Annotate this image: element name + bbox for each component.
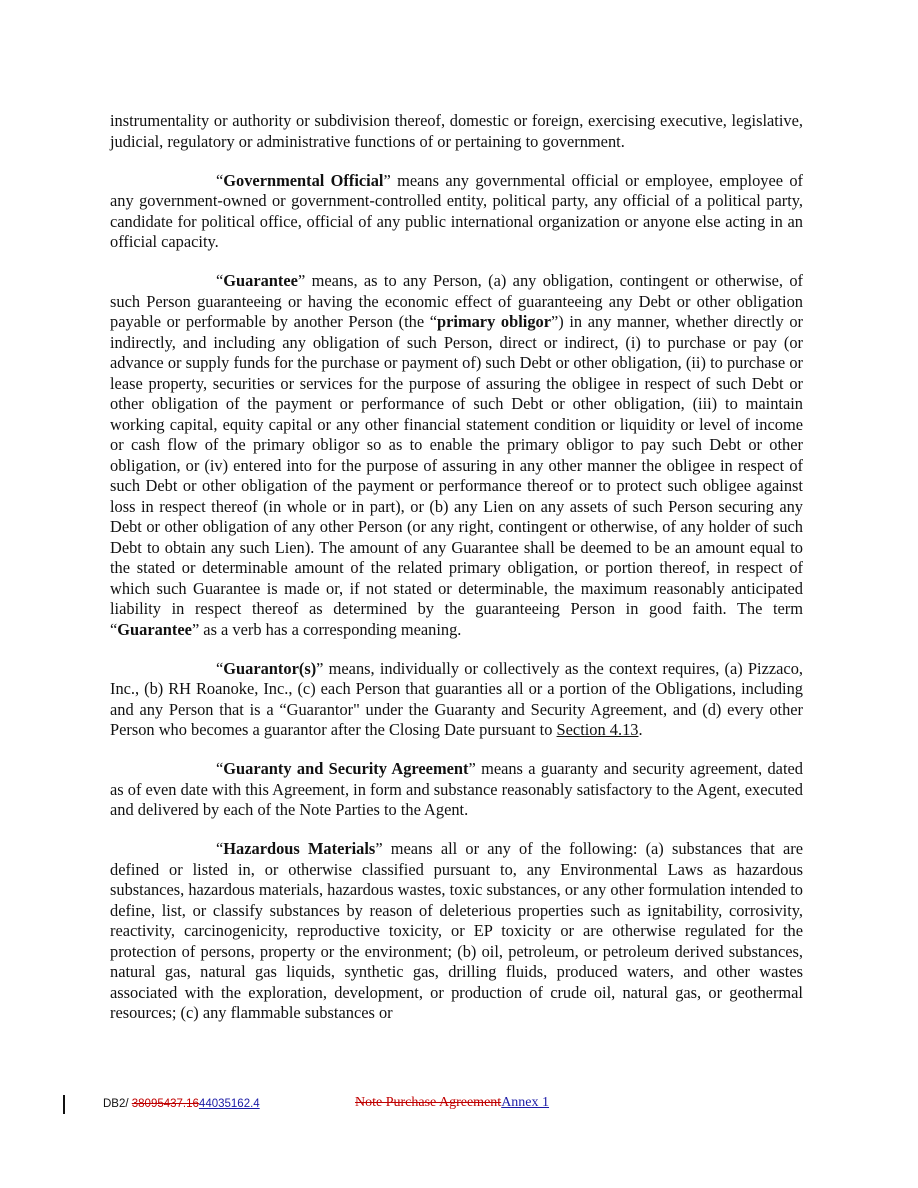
document-id: [103, 1098, 260, 1110]
open-quote: “: [216, 839, 224, 858]
defined-term: Hazardous Materials: [223, 839, 376, 858]
definition-guaranty-security-agreement: [110, 759, 803, 821]
open-quote: “: [216, 658, 224, 678]
defined-term-guarantee-verb: Guarantee: [117, 619, 192, 639]
open-quote: “: [216, 170, 224, 190]
defined-term: Governmental Official: [223, 170, 384, 190]
page-footer: [0, 1090, 918, 1120]
defined-term: Guaranty and Security Agreement: [223, 759, 469, 778]
footer-title: [355, 1095, 549, 1111]
paragraph-text: instrumentality or authority or subdivision thereof, domestic or foreign, exercising executive, legislative, judicial, regulatory or administrative functions of or pertaining to government.: [110, 111, 803, 151]
definition-text: ” means a guaranty and security agreement, dated as of even date with this Agreement, in form and substance reasonably satisfactory to the Agent, executed and delivered by each of the Note Parties to the Agent.: [110, 759, 803, 819]
definition-text: ” means, individually or collectively as the context requires, (a) Pizzaco, Inc., (b) RH Roanoke, Inc., (c) each Person that guaranties all or a portion of the Obligations, including and any Person that is a “Guarantor" under the Guaranty and Security Agreement, and (d) every other Person who becomes a guarantor after the Closing Date pursuant to: [110, 658, 803, 739]
definition-text: ” means all or any of the following: (a) substances that are defined or listed in, or otherwise classified pursuant to, any Environmental Laws as hazardous substances, hazardous materials, hazardous wastes, toxic substances, or any other formulation intended to define, list, or classify substances by reason of deleterious properties such as ignitability, corrosivity, reactivity, carcinogenicity, reproductive toxicity, or EP toxicity or are otherwise regulated for the protection of persons, property or the environment; (b) oil, petroleum, or petroleum derived substances, natural gas, natural gas liquids, synthetic gas, drilling fluids, produced waters, and other wastes associated with the exploration, development, or production of crude oil, natural gas, or geothermal resources; (c) any flammable substances or: [110, 839, 803, 1022]
docid-inserted: 44035162.4: [198, 1098, 260, 1110]
defined-term: Guarantee: [223, 271, 298, 290]
defined-term-primary-obligor: primary obligor: [437, 312, 551, 331]
open-quote: “: [216, 759, 224, 778]
footer-title-inserted: Annex 1: [501, 1095, 550, 1110]
revision-change-bar: [63, 1095, 65, 1114]
definition-text: ”) in any manner, whether directly or indirectly, and including any obligation of such Person, direct or indirect, (i) to purchase or pay (or advance or supply funds for the purchase or payment of) such Debt or other obligation, (ii) to purchase or lease property, securities or services for the purpose of assuring the obligee in respect of such Debt or other obligation of the payment or performance of such Debt or other obligation, (iii) to maintain working capital, equity capital or any other financial statement condition or liquidity or level of income or cash flow of the primary obligor so as to enable the primary obligor to pay such Debt or other obligation, or (iv) entered into for the purpose of assuring in any other manner the obligee in respect of such Debt or other obligation of the payment or performance thereof or to protect such obligee against loss in respect thereof (in whole or in part), or (b) any Lien on any assets of such Person securing any Debt or other obligation of any other Person (or any right, contingent or otherwise, of any holder of such Debt to obtain any such Lien). The amount of any Guarantee shall be deemed to be an amount equal to the stated or determinable amount of the related primary obligation, or portion thereof, in respect of which such Guarantee is made or, if not stated or determinable, the maximum reasonably anticipated liability in respect thereof as determined by the guaranteeing Person in good faith. The term “: [110, 312, 804, 639]
footer-title-deleted: Note Purchase Agreement: [355, 1095, 502, 1110]
paragraph-government-continuation: [110, 111, 803, 152]
docid-deleted: 38095437.16: [131, 1098, 199, 1110]
document-body: [110, 111, 803, 1024]
definition-guarantee: [110, 271, 803, 640]
defined-term: Guarantor(s): [223, 658, 317, 678]
definition-text: .: [638, 720, 643, 739]
definition-text: ” as a verb has a corresponding meaning.: [191, 619, 462, 639]
definition-governmental-official: [110, 171, 803, 253]
definition-text: ” means, as to any Person, (a) any obligation, contingent or otherwise, of such Person guaranteeing or having the economic effect of guaranteeing any Debt or other obligation payable or performable by another Person (the “: [110, 271, 803, 331]
docid-prefix: DB2/: [103, 1098, 132, 1110]
definition-guarantors: [110, 659, 803, 741]
section-reference-link[interactable]: Section 4.13: [556, 720, 639, 739]
definition-text: ” means any governmental official or employee, employee of any government-owned or government-controlled entity, political party, any official of a political party, candidate for political office, official of any public international organization or anyone else acting in an official capacity.: [110, 170, 803, 251]
definition-hazardous-materials: [110, 839, 803, 1024]
open-quote: “: [216, 271, 224, 290]
